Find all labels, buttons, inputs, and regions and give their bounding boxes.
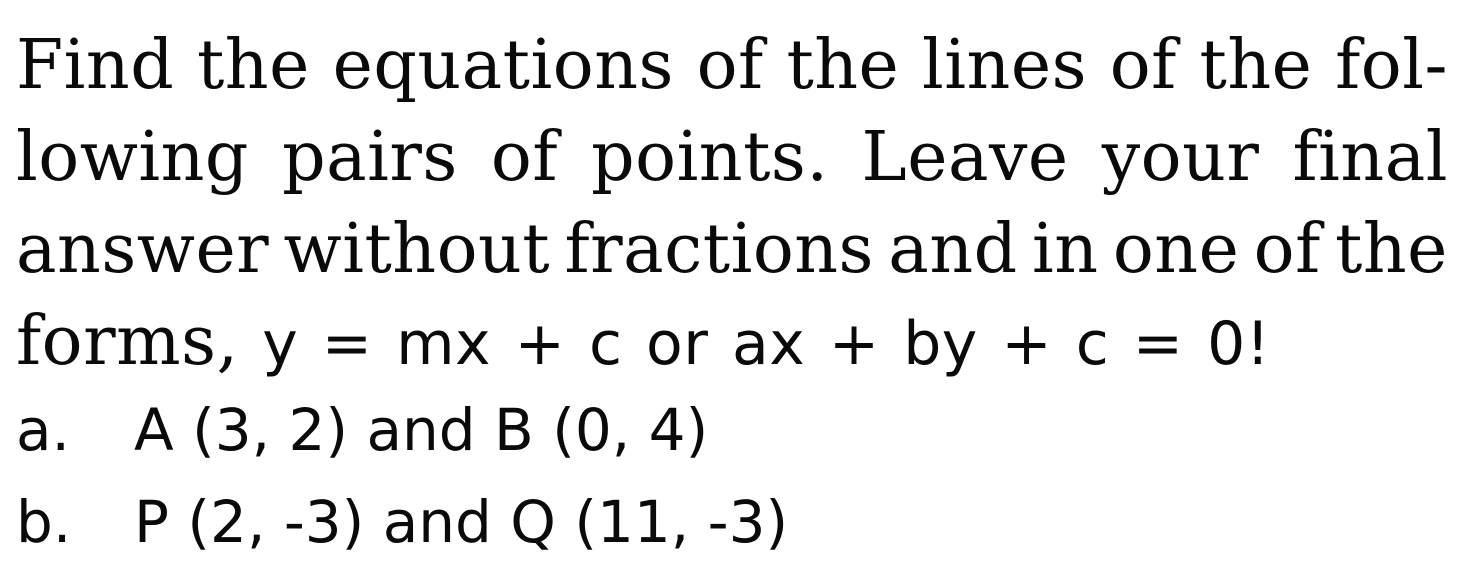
exercise-list xyxy=(16,384,1448,568)
list-item xyxy=(16,476,1448,568)
forms-equations: y = mx + c or ax + by + c = 0! xyxy=(262,309,1271,379)
list-item xyxy=(16,384,1448,476)
problem-instruction xyxy=(16,20,1448,388)
item-points: P (2, -3) and Q (11, -3) xyxy=(134,488,789,556)
item-label: b. xyxy=(16,488,72,556)
instruction-line-2: lowing pairs of points. Leave your final xyxy=(16,118,1448,197)
item-points: A (3, 2) and B (0, 4) xyxy=(134,396,709,464)
forms-line xyxy=(16,296,1448,388)
forms-prefix: forms, xyxy=(16,302,239,381)
instruction-line-1: Find the equations of the lines of the fol- xyxy=(16,26,1448,105)
instruction-line-3: answer without fractions and in one of the xyxy=(16,210,1448,289)
item-label: a. xyxy=(16,396,70,464)
